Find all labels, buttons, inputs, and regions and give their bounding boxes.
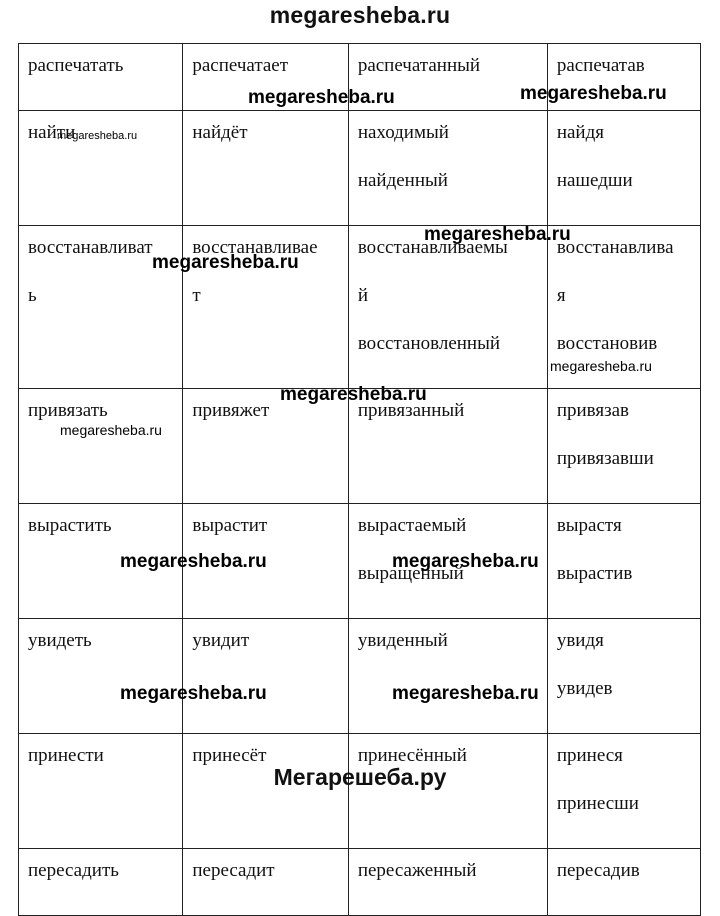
cell-line: вырастя	[556, 515, 622, 536]
table-cell-infinitive	[19, 619, 183, 734]
table-cell-participle	[348, 849, 547, 916]
cell-line: принесёт	[192, 745, 267, 766]
table-cell-gerund	[547, 111, 700, 226]
cell-line: вырастить	[28, 515, 112, 536]
cell-line: пересадит	[192, 860, 275, 881]
table-cell-participle	[348, 619, 547, 734]
cell-line: принесённый	[357, 745, 467, 766]
table-cell-participle	[348, 734, 547, 849]
cell-line: найдёт	[192, 122, 248, 143]
cell-line: пересаженный	[357, 860, 477, 881]
watermark: megaresheba.ru	[392, 683, 539, 704]
cell-line: восстанавливат	[28, 237, 153, 258]
cell-line: увидеть	[28, 630, 92, 651]
cell-line: распечатает	[192, 55, 289, 76]
cell-line: найденный	[357, 170, 448, 191]
watermark: megaresheba.ru	[248, 87, 395, 108]
table-cell-gerund	[547, 734, 700, 849]
table-cell-future-form	[183, 619, 348, 734]
table-cell-gerund	[547, 849, 700, 916]
cell-line: привязав	[556, 400, 630, 421]
table-cell-future-form	[183, 111, 348, 226]
footer-site-title: Мегарешеба.ру	[273, 764, 447, 790]
table-row	[19, 111, 701, 226]
cell-line: привяжет	[192, 400, 270, 421]
table-cell-infinitive	[19, 389, 183, 504]
watermark: megaresheba.ru	[57, 130, 138, 142]
watermark: megaresheba.ru	[120, 551, 267, 572]
cell-line: увидев	[556, 678, 613, 699]
cell-line: принести	[28, 745, 104, 766]
cell-line: выращенный	[357, 563, 464, 584]
table-cell-infinitive	[19, 734, 183, 849]
cell-line: принеся	[556, 745, 623, 766]
table-row	[19, 849, 701, 916]
cell-line: пересадив	[556, 860, 640, 881]
cell-line: вырастит	[192, 515, 268, 536]
table-cell-gerund	[547, 504, 700, 619]
table-cell-future-form	[183, 226, 348, 389]
watermark: megaresheba.ru	[550, 358, 652, 374]
table-cell-infinitive	[19, 849, 183, 916]
table-cell-gerund	[547, 389, 700, 504]
cell-line: т	[192, 285, 201, 306]
cell-line: й	[357, 285, 368, 306]
table-cell-future-form	[183, 849, 348, 916]
table-cell-future-form	[183, 734, 348, 849]
cell-line: пересадить	[28, 860, 119, 881]
cell-line: распечатанный	[357, 55, 481, 76]
table-row	[19, 734, 701, 849]
cell-line: ь	[28, 285, 37, 306]
cell-line: увидя	[556, 630, 604, 651]
cell-line: привязавши	[556, 448, 654, 469]
cell-line: увиденный	[357, 630, 448, 651]
cell-line: распечатать	[28, 55, 124, 76]
watermark: megaresheba.ru	[120, 683, 267, 704]
cell-line: найдя	[556, 122, 604, 143]
cell-line: восстанавливаемы	[357, 237, 508, 258]
table-cell-participle	[348, 226, 547, 389]
cell-line: увидит	[192, 630, 250, 651]
watermark: megaresheba.ru	[520, 83, 667, 104]
table-cell-infinitive	[19, 44, 183, 111]
cell-line: вырастаемый	[357, 515, 467, 536]
table-row	[19, 619, 701, 734]
cell-line: нашедши	[556, 170, 633, 191]
cell-line: вырастив	[556, 563, 633, 584]
cell-line: распечатав	[556, 55, 645, 76]
cell-line: находимый	[357, 122, 449, 143]
watermark: megaresheba.ru	[424, 224, 571, 245]
table-cell-infinitive	[19, 111, 183, 226]
cell-line: я	[556, 285, 566, 306]
cell-line: привязанный	[357, 400, 465, 421]
cell-line: принесши	[556, 793, 639, 814]
cell-line: восстановив	[556, 333, 658, 354]
watermark: megaresheba.ru	[152, 252, 299, 273]
table-cell-gerund	[547, 619, 700, 734]
cell-line: восстановленный	[357, 333, 501, 354]
table-cell-participle	[348, 111, 547, 226]
cell-line: восстанавливае	[192, 237, 318, 258]
watermark: megaresheba.ru	[392, 551, 539, 572]
table-cell-infinitive	[19, 226, 183, 389]
cell-line: найти	[28, 122, 76, 143]
header-site-title: megaresheba.ru	[269, 2, 451, 28]
watermark: megaresheba.ru	[280, 384, 427, 405]
cell-line: восстанавлива	[556, 237, 674, 258]
cell-line: привязать	[28, 400, 108, 421]
watermark: megaresheba.ru	[60, 422, 162, 438]
